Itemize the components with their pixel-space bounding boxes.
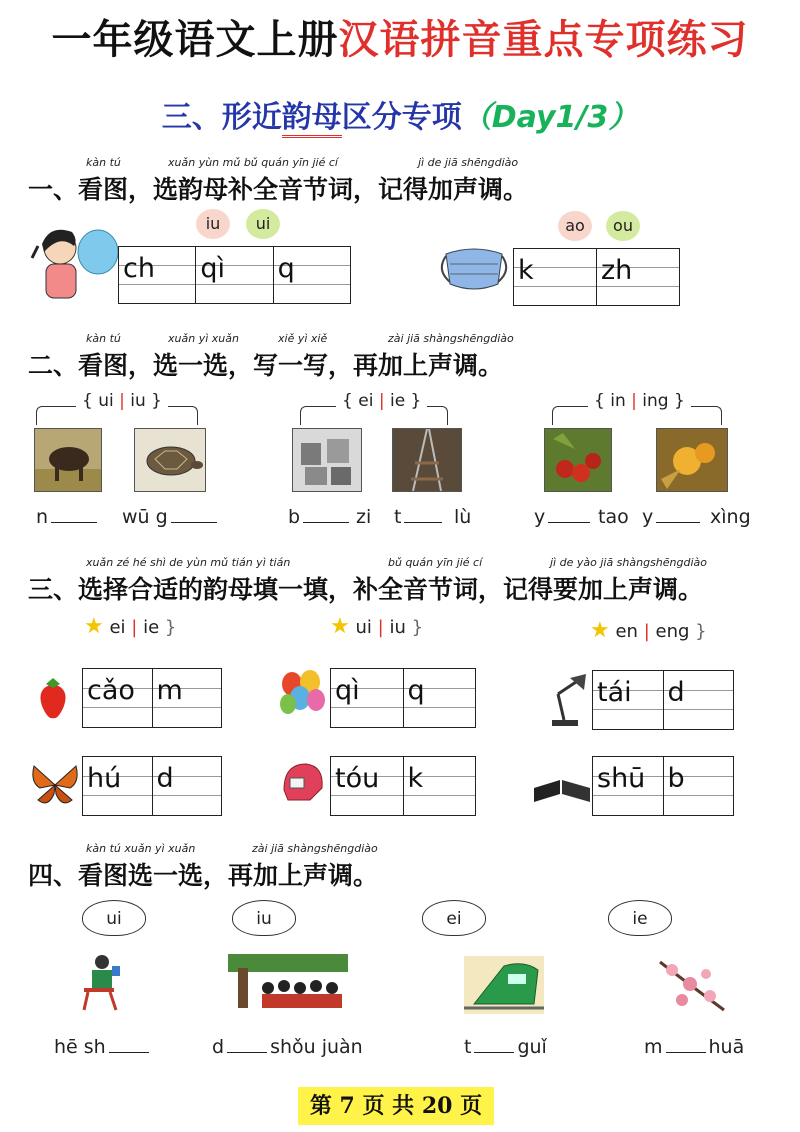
- star-icon: ★: [84, 614, 104, 639]
- section1-heading: 一、看图，选韵母补全音节词，记得加声调。: [28, 175, 529, 204]
- cups-image: [292, 428, 362, 492]
- s2-g3-option-2: ing: [642, 391, 669, 411]
- s4-option-1: ui: [82, 900, 146, 936]
- page-title: [0, 8, 800, 65]
- s3-g1-grid-1[interactable]: [82, 668, 222, 728]
- s3-g1-grid-2[interactable]: [82, 756, 222, 816]
- s3-g3-r1-cell-1: tái: [597, 677, 632, 708]
- section3-pinyin-2: bǔ quán yīn jié cí: [388, 556, 483, 569]
- s2-g3-word-3: y: [642, 506, 703, 528]
- face-mask-image: [436, 242, 512, 296]
- s1-g1-cell-3: q: [277, 253, 295, 284]
- s1-g2-cell-2: zh: [601, 255, 633, 286]
- s3-g3-r2-cell-1: shū: [597, 763, 646, 794]
- section3-heading: 三、选择合适的韵母填一填，补全音节词，记得要加上声调。: [28, 575, 704, 604]
- s2-g1-blank-1[interactable]: [51, 522, 97, 523]
- tortoise-image: [134, 428, 206, 492]
- drinking-water-image: [72, 952, 134, 1012]
- train-image: [464, 956, 544, 1014]
- title-red: 汉语拼音重点专项练习: [338, 16, 749, 63]
- section2-pinyin-4: zài jiā shàngshēngdiào: [388, 332, 514, 345]
- s4-blank-3[interactable]: [474, 1052, 514, 1053]
- girl-balloon-image: [30, 222, 120, 306]
- donation-crowd-image: [228, 954, 348, 1014]
- s2-g1-option-2: iu: [130, 391, 146, 411]
- s2-g2-word-4: lù: [454, 506, 472, 528]
- subtitle-pre: 三、形近: [161, 100, 282, 135]
- s3-g2-r1-cell-2: q: [407, 675, 425, 706]
- s1-g1-cell-2: qì: [200, 253, 225, 284]
- s3-g3-option-1: en: [615, 621, 638, 642]
- s2-g1-options: { ui | iu }: [76, 391, 168, 411]
- s2-g1-word-2: wū g: [122, 506, 220, 528]
- s2-g2-word-1: b: [288, 506, 352, 528]
- s1-g1-writing-grid[interactable]: [118, 246, 351, 304]
- section1-pinyin-2: xuǎn yùn mǔ bǔ quán yīn jié cí: [168, 156, 338, 169]
- open-book-image: [532, 776, 592, 806]
- s3-g3-options: ★ en | eng }: [590, 618, 707, 643]
- s1-g2-option-1: ao: [558, 211, 592, 241]
- railway-image: [392, 428, 462, 492]
- s4-option-3: ei: [422, 900, 486, 936]
- section2-pinyin-2: xuǎn yì xuǎn: [168, 332, 239, 345]
- section2-pinyin-3: xiě yì xiě: [278, 332, 328, 345]
- s3-g2-grid-1[interactable]: [330, 668, 476, 728]
- section1-pinyin-1: kàn tú: [86, 156, 121, 169]
- s3-g1-r2-cell-1: hú: [87, 763, 122, 794]
- plum-blossom-image: [656, 956, 728, 1016]
- section2-heading: 二、看图，选一选，写一写，再加上声调。: [28, 351, 504, 380]
- cherries-image: [544, 428, 612, 492]
- s4-blank-1[interactable]: [109, 1052, 149, 1053]
- subtitle-day: （Day1/3）: [461, 100, 639, 135]
- balloons-image: [278, 670, 326, 722]
- s3-g1-option-1: ei: [109, 617, 126, 638]
- s3-g1-option-2: ie: [143, 617, 160, 638]
- s3-g2-option-1: ui: [355, 617, 372, 638]
- s1-g1-option-2: ui: [246, 209, 280, 239]
- butterfly-image: [30, 760, 80, 810]
- desk-lamp-image: [548, 672, 588, 728]
- section1-pinyin-3: jì de jiā shēngdiào: [418, 156, 519, 169]
- s4-blank-2[interactable]: [227, 1052, 267, 1053]
- s2-g3-blank-1[interactable]: [548, 522, 590, 523]
- title-black: 一年级语文上册: [51, 16, 339, 63]
- s3-g1-r1-cell-2: m: [156, 675, 183, 706]
- s3-g3-grid-1[interactable]: [592, 670, 734, 730]
- subtitle-underlined: 韵母: [282, 100, 342, 138]
- s4-word-2: d shǒu juàn: [212, 1036, 363, 1058]
- section3-pinyin-1: xuǎn zé hé shì de yùn mǔ tián yì tián: [86, 556, 291, 569]
- s3-g2-r1-cell-1: qì: [335, 675, 360, 706]
- s2-g3-blank-2[interactable]: [656, 522, 700, 523]
- page-subtitle: [0, 92, 800, 136]
- s2-g1-blank-2[interactable]: [171, 522, 217, 523]
- s1-g1-cell-1: ch: [123, 253, 155, 284]
- helmet-image: [280, 760, 326, 806]
- section2-pinyin-1: kàn tú: [86, 332, 121, 345]
- yak-image: [34, 428, 102, 492]
- s3-g1-r1-cell-1: cǎo: [87, 675, 135, 706]
- strawberry-image: [36, 678, 70, 720]
- subtitle-post: 区分专项: [341, 100, 462, 135]
- s3-g2-r2-cell-2: k: [407, 763, 424, 794]
- s3-g3-r1-cell-2: d: [667, 677, 685, 708]
- s2-g2-word-2: zi: [356, 506, 372, 528]
- s1-g2-writing-grid[interactable]: [513, 248, 680, 306]
- s2-g3-options: { in | ing }: [588, 391, 691, 411]
- s2-g1-word-1: n: [36, 506, 100, 528]
- apricot-image: [656, 428, 728, 492]
- s2-g2-options: { ei | ie }: [336, 391, 427, 411]
- s3-g3-grid-2[interactable]: [592, 756, 734, 816]
- s3-g2-r2-cell-1: tóu: [335, 763, 380, 794]
- page-number-footer: 第 7 页 共 20 页: [298, 1087, 494, 1125]
- s4-option-4: ie: [608, 900, 672, 936]
- s1-g2-cell-1: k: [518, 255, 534, 286]
- s2-g2-blank-2[interactable]: [404, 522, 442, 523]
- s3-g2-options: ★ ui | iu }: [330, 614, 424, 639]
- s4-word-1: hē sh: [54, 1036, 152, 1058]
- s3-g2-grid-2[interactable]: [330, 756, 476, 816]
- s2-g3-option-1: in: [610, 391, 626, 411]
- s2-g3-word-4: xìng: [710, 506, 751, 528]
- section4-pinyin-2: zài jiā shàngshēngdiào: [252, 842, 378, 855]
- s2-g2-option-1: ei: [358, 391, 374, 411]
- s4-word-3: t guǐ: [464, 1036, 547, 1058]
- s4-blank-4[interactable]: [666, 1052, 706, 1053]
- s3-g3-option-2: eng: [655, 621, 690, 642]
- s2-g2-option-2: ie: [389, 391, 406, 411]
- s4-option-2: iu: [232, 900, 296, 936]
- section4-pinyin-1: kàn tú xuǎn yì xuǎn: [86, 842, 196, 855]
- star-icon: ★: [590, 618, 610, 643]
- s2-g3-word-2: tao: [598, 506, 629, 528]
- s2-g2-blank-1[interactable]: [303, 522, 349, 523]
- s4-word-4: m huā: [644, 1036, 745, 1058]
- section3-pinyin-3: jì de yào jiā shàngshēngdiào: [550, 556, 708, 569]
- section4-heading: 四、看图选一选，再加上声调。: [28, 861, 379, 890]
- s3-g2-option-2: iu: [389, 617, 406, 638]
- s3-g3-r2-cell-2: b: [667, 763, 685, 794]
- star-icon: ★: [330, 614, 350, 639]
- s1-g1-option-1: iu: [196, 209, 230, 239]
- s2-g2-word-3: t: [394, 506, 445, 528]
- s3-g1-options: ★ ei | ie }: [84, 614, 177, 639]
- s2-g3-word-1: y: [534, 506, 593, 528]
- s2-g1-option-1: ui: [98, 391, 114, 411]
- s1-g2-option-2: ou: [606, 211, 640, 241]
- s3-g1-r2-cell-2: d: [156, 763, 174, 794]
